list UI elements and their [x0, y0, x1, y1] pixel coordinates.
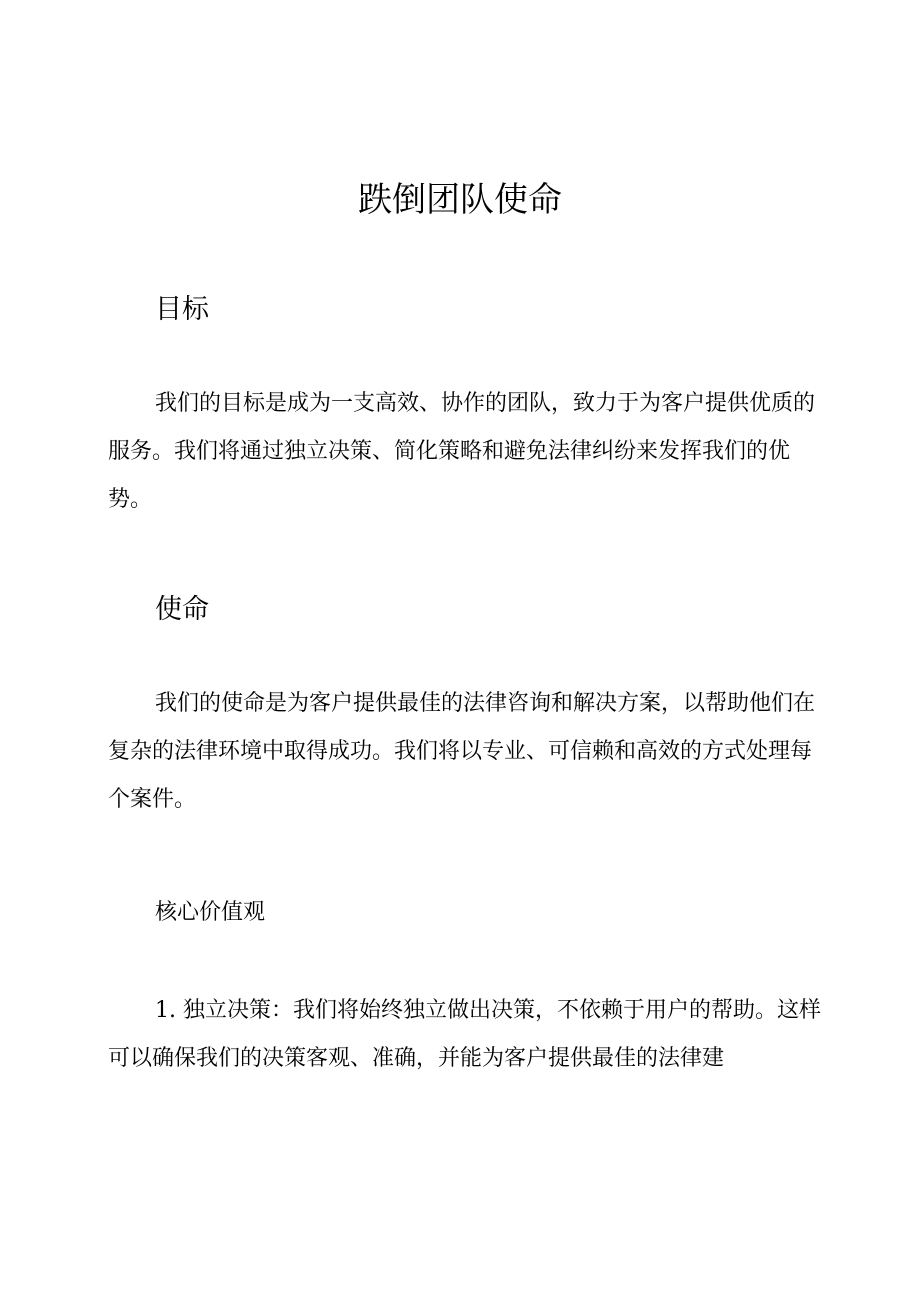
- mission-heading: 使命: [155, 594, 209, 625]
- goal-heading: 目标: [155, 294, 209, 325]
- mission-paragraph: 我们的使命是为客户提供最佳的法律咨询和解决方案，以帮助他们在复杂的法律环境中取得成功。我们将以专业、可信赖和高效的方式处理每个案件。: [108, 691, 816, 812]
- goal-paragraph: 我们的目标是成为一支高效、协作的团队，致力于为客户提供优质的服务。我们将通过独立决策、简化策略和避免法律纠纷来发挥我们的优势。: [108, 391, 816, 512]
- core-values-heading: 核心价值观: [155, 900, 266, 925]
- core-value-item-1: 1. 独立决策：我们将始终独立做出决策，不依赖于用户的帮助。这样可以确保我们的决策客观、准确，并能为客户提供最佳的法律建: [108, 998, 821, 1071]
- document-title: 跌倒团队使命: [358, 180, 562, 220]
